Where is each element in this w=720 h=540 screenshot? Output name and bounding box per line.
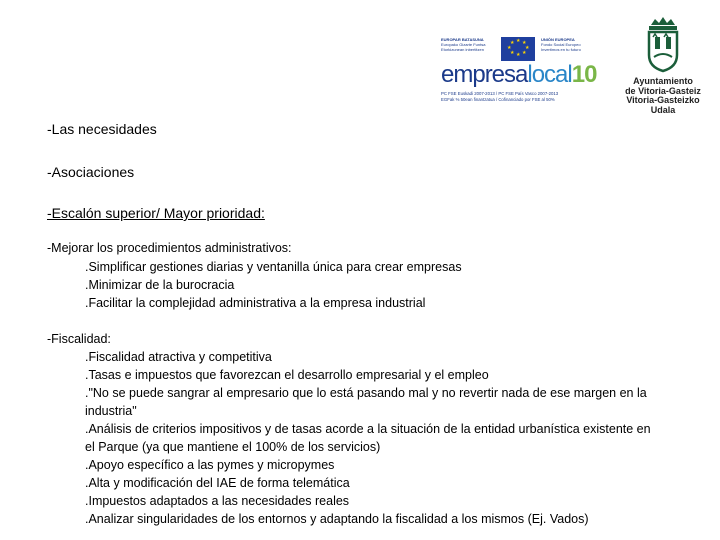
section-procedimientos-title: -Mejorar los procedimientos administrativos: (47, 241, 292, 255)
eu-left-line: Europako Gizarte Funtsa (441, 42, 486, 47)
list-item: ."No se puede sangrar al empresario que lo está pasando mal y no revertir nada de ese margen en la (85, 386, 647, 400)
eu-right-line: Fondo Social Europeo (541, 42, 581, 47)
list-item: .Simplificar gestiones diarias y ventanilla única para crear empresas (85, 260, 462, 274)
eu-right-line: Invertimos en tu futuro (541, 47, 581, 52)
eu-right-text (541, 37, 581, 52)
empresalocal-brand (441, 61, 596, 89)
list-item: .Tasas e impuestos que favorezcan el desarrollo empresarial y el empleo (85, 368, 489, 382)
eu-flag-icon: ★ ★ ★ ★ ★ ★ ★ ★ (501, 37, 535, 61)
list-item-continuation: el Parque (ya que mantiene el 100% de los servicios) (85, 440, 381, 454)
ayto-line: Vitoria-Gasteizko (626, 95, 700, 105)
eu-footer-line: PC FSE Euskadi 2007-2013 / PC FSE País Vasco 2007-2013 (441, 91, 559, 96)
brand-10: 10 (571, 61, 597, 88)
eu-footer-line: EGFak % 50ean finantzatua / Cofinanciado por FSE al 50% (441, 97, 555, 102)
list-item: .Fiscalidad atractiva y competitiva (85, 350, 272, 364)
brand-local: local (527, 61, 572, 88)
crest-icon (643, 15, 683, 73)
list-item: .Analizar singularidades de los entornos y adaptando la fiscalidad a los mismos (Ej. Vados) (85, 512, 589, 526)
list-item: .Análisis de criterios impositivos y de tasas acorde a la situación de la entidad urbanística existente en (85, 422, 651, 436)
eu-footer-text (441, 91, 558, 103)
brand-empresa: empresa (441, 61, 528, 88)
list-item: .Minimizar de la burocracia (85, 278, 235, 292)
list-item: .Apoyo específico a las pymes y micropymes (85, 458, 335, 472)
list-item-continuation: industria" (85, 404, 137, 418)
eu-left-text (441, 37, 485, 52)
ayto-line: de Vitoria-Gasteiz (625, 85, 701, 96)
ayuntamiento-text (620, 77, 706, 115)
ayto-line: Ayuntamiento (633, 76, 693, 86)
eu-right-line: UNIÓN EUROPEA (541, 37, 575, 42)
heading-necesidades: -Las necesidades (47, 121, 157, 137)
ayto-line: Udala (650, 104, 676, 115)
list-item: .Impuestos adaptados a las necesidades reales (85, 494, 350, 508)
list-item: .Facilitar la complejidad administrativa a la empresa industrial (85, 296, 426, 310)
heading-asociaciones: -Asociaciones (47, 164, 135, 180)
heading-escalon-superior: -Escalón superior/ Mayor prioridad: (47, 205, 265, 221)
list-item: .Alta y modificación del IAE de forma telemática (85, 476, 350, 490)
eu-left-line: Etorkizunean inbertitzen (441, 47, 484, 52)
section-fiscalidad-title: -Fiscalidad: (47, 332, 111, 346)
eu-left-line: EUROPAR BATASUNA (441, 37, 484, 42)
ayuntamiento-logo (620, 15, 706, 120)
empresalocal-eu-logo (437, 35, 605, 113)
